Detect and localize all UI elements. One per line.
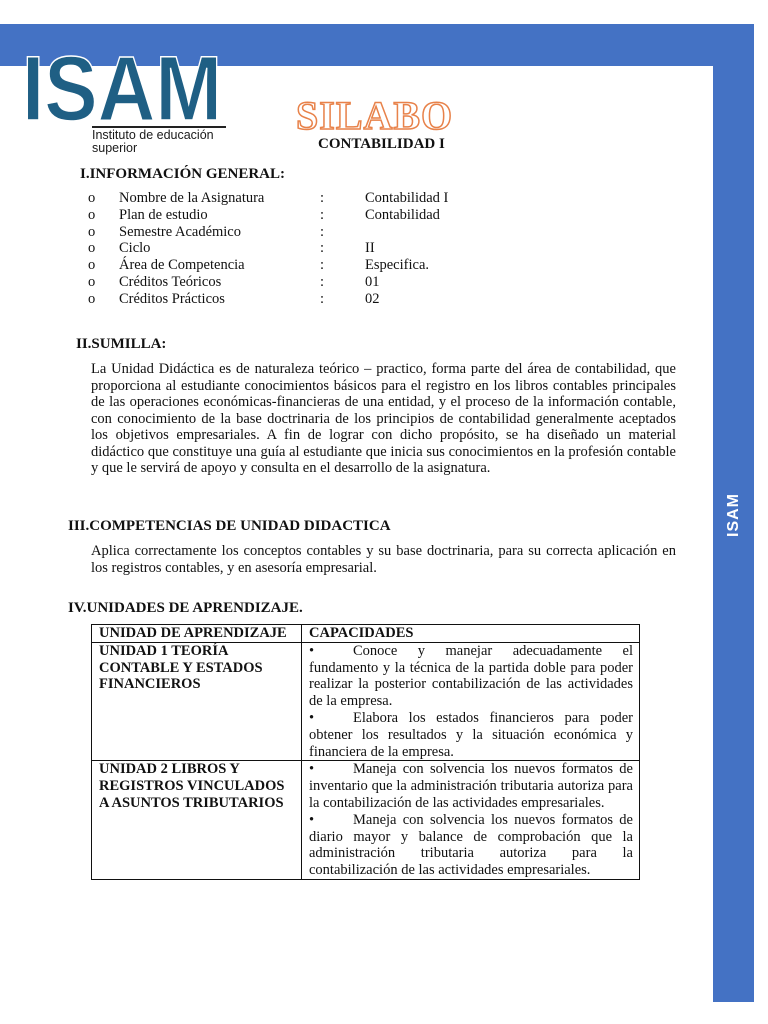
info-row [88, 207, 548, 224]
info-label: Semestre Académico [119, 223, 241, 240]
bullet-icon: • [309, 811, 315, 828]
col-header-capacidades: CAPACIDADES [302, 625, 640, 643]
logo-subtitle: Instituto de educación superior [92, 126, 226, 155]
info-label: Créditos Prácticos [119, 290, 225, 307]
info-row [88, 190, 548, 207]
capacity-text: Maneja con solvencia los nuevos formatos de diario mayor y balance de comprobación que la administración tributaria autoriza para la contabilización de las actividades empresariales. [309, 811, 633, 879]
general-info-list [88, 190, 548, 308]
unit-title: UNIDAD 2 LIBROS Y REGISTROS VINCULADOS A ASUNTOS TRIBUTARIOS [92, 761, 302, 880]
units-table-header-row [92, 625, 640, 643]
info-value: 02 [365, 290, 380, 307]
info-value: Contabilidad I [365, 190, 449, 206]
info-separator: : [320, 257, 325, 274]
unit-capacities [302, 642, 640, 761]
info-label: Créditos Teóricos [119, 273, 222, 290]
table-row [92, 761, 640, 880]
section-heading-sumilla: II.SUMILLA: [76, 336, 167, 352]
bullet-icon: • [309, 642, 315, 659]
info-separator: : [320, 273, 325, 290]
info-bullet: o [88, 290, 96, 307]
info-label: Nombre de la Asignatura [119, 190, 265, 206]
unit-capacities [302, 761, 640, 880]
info-separator: : [320, 290, 325, 307]
capacity-text: Conoce y manejar adecuadamente el fundamento y la técnica de la partida doble para poder realizar la posterior contabilización de las actividades de la empresa. [309, 642, 633, 710]
info-bullet: o [88, 190, 96, 206]
info-row [88, 240, 548, 257]
capacity-item [309, 761, 633, 811]
table-row [92, 642, 640, 761]
info-value: Contabilidad [365, 206, 440, 223]
capacity-item [309, 643, 633, 710]
units-table [91, 624, 640, 880]
competencias-paragraph: Aplica correctamente los conceptos contables y su base doctrinaria, para su correcta aplicación en los registros contables, y en asesoría empresarial. [91, 543, 676, 576]
info-bullet: o [88, 206, 96, 223]
info-separator: : [320, 223, 325, 240]
info-bullet: o [88, 223, 96, 240]
info-row [88, 291, 548, 308]
capacity-text: Elabora los estados financieros para poder obtener los resultados y la situación económica y financiera de la empresa. [309, 709, 633, 760]
col-header-unidad: UNIDAD DE APRENDIZAJE [92, 625, 302, 643]
info-label: Plan de estudio [119, 206, 208, 223]
info-value: Especifica. [365, 257, 430, 274]
info-bullet: o [88, 257, 96, 274]
sumilla-paragraph: La Unidad Didáctica es de naturaleza teórico – practico, forma parte del área de contabilidad, que proporciona al estudiante conocimientos básicos para el registro en los libros contables principales de las operaciones económicas-financieras de una entidad, y el proceso de la información contable, con conocimiento de la base doctrinaria de los principios de contabilidad generalmente aceptados los objetivos empresariales. A fin de lograr con dicho propósito, se ha diseñado un material didáctico que constituye una guía al estudiante que inicia sus conocimientos en la profesión contable y que le servirá de apoyo y consulta en el desarrollo de la asignatura. [91, 361, 676, 476]
isam-logo [22, 44, 226, 156]
isam-logo-mark [22, 44, 226, 128]
info-separator: : [320, 240, 325, 257]
info-value [365, 224, 548, 241]
info-value: II [365, 240, 375, 257]
info-separator: : [320, 190, 325, 206]
info-row [88, 224, 548, 241]
section-heading-unidades: IV.UNIDADES DE APRENDIZAJE. [68, 600, 303, 616]
section-heading-general-info: I.INFORMACIÓN GENERAL: [80, 166, 286, 182]
info-bullet: o [88, 273, 96, 290]
document-title-word: SILABO [296, 93, 454, 138]
info-separator: : [320, 206, 325, 223]
side-bar-label: ISAM [724, 493, 742, 537]
capacity-item [309, 710, 633, 760]
info-label: Área de Competencia [119, 257, 245, 274]
unit-title: UNIDAD 1 TEORÍA CONTABLE Y ESTADOS FINANCIEROS [92, 642, 302, 761]
bullet-icon: • [309, 709, 315, 726]
capacity-item [309, 812, 633, 879]
info-bullet: o [88, 240, 96, 257]
capacity-text: Maneja con solvencia los nuevos formatos de inventario que la administración tributaria autoriza para la contabilización de las actividades empresariales. [309, 761, 633, 811]
info-row [88, 257, 548, 274]
course-title: CONTABILIDAD I [318, 136, 445, 152]
svg-text:ISAM: ISAM [22, 44, 222, 128]
info-row [88, 274, 548, 291]
bullet-icon: • [309, 761, 315, 778]
section-heading-competencias: III.COMPETENCIAS DE UNIDAD DIDACTICA [68, 518, 391, 534]
info-value: 01 [365, 273, 380, 290]
info-label: Ciclo [119, 240, 151, 257]
